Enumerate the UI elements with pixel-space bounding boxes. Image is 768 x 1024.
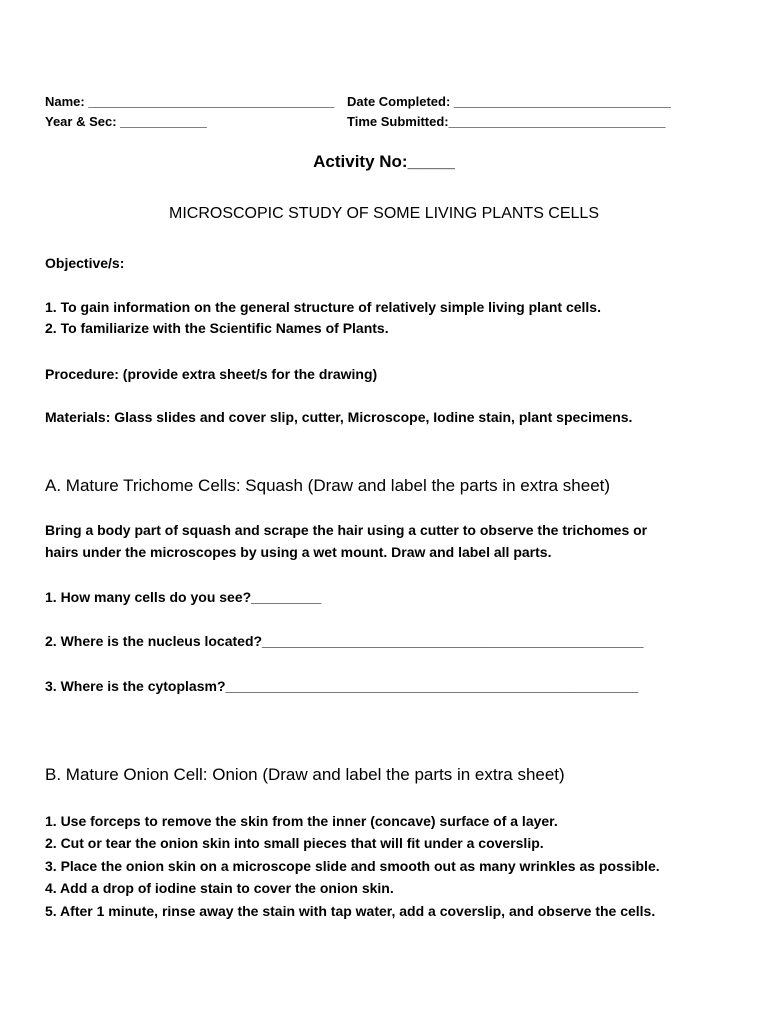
question-nucleus-location: 2. Where is the nucleus located?_________________________________________________ [45, 633, 644, 649]
question-cytoplasm-location: 3. Where is the cytoplasm?_____________________________________________________ [45, 678, 639, 694]
question-cell-count: 1. How many cells do you see?_________ [45, 589, 322, 605]
section-b-step: 1. Use forceps to remove the skin from the inner (concave) surface of a layer. [45, 813, 558, 829]
section-a-heading: A. Mature Trichome Cells: Squash (Draw and label the parts in extra sheet) [45, 476, 611, 495]
section-b-step: 3. Place the onion skin on a microscope slide and smooth out as many wrinkles as possible. [45, 858, 660, 874]
procedure-text: Procedure: (provide extra sheet/s for the drawing) [45, 366, 378, 382]
objectives-label: Objective/s: [45, 255, 125, 271]
name-field: Name: __________________________________ [45, 94, 335, 109]
objective-item: 2. To familiarize with the Scientific Names of Plants. [45, 320, 389, 336]
section-a-instruction: hairs under the microscopes by using a wet mount. Draw and label all parts. [45, 544, 552, 560]
section-a-instruction: Bring a body part of squash and scrape the hair using a cutter to observe the trichomes or [45, 522, 648, 538]
page-title: MICROSCOPIC STUDY OF SOME LIVING PLANTS CELLS [168, 205, 599, 222]
objective-item: 1. To gain information on the general structure of relatively simple living plant cells. [45, 299, 601, 315]
materials-text: Materials: Glass slides and cover slip, cutter, Microscope, Iodine stain, plant specimens. [45, 409, 633, 425]
time-submitted-field: Time Submitted:______________________________ [347, 114, 666, 129]
section-b-heading: B. Mature Onion Cell: Onion (Draw and label the parts in extra sheet) [45, 765, 565, 784]
section-b-step: 4. Add a drop of iodine stain to cover the onion skin. [45, 880, 394, 896]
section-b-step: 5. After 1 minute, rinse away the stain with tap water, add a coverslip, and observe the cells. [45, 903, 656, 919]
year-sec-field: Year & Sec: ____________ [45, 114, 207, 129]
date-completed-field: Date Completed: ______________________________ [347, 94, 671, 109]
section-b-step: 2. Cut or tear the onion skin into small pieces that will fit under a coverslip. [45, 835, 544, 851]
activity-number: Activity No:_____ [313, 152, 455, 171]
